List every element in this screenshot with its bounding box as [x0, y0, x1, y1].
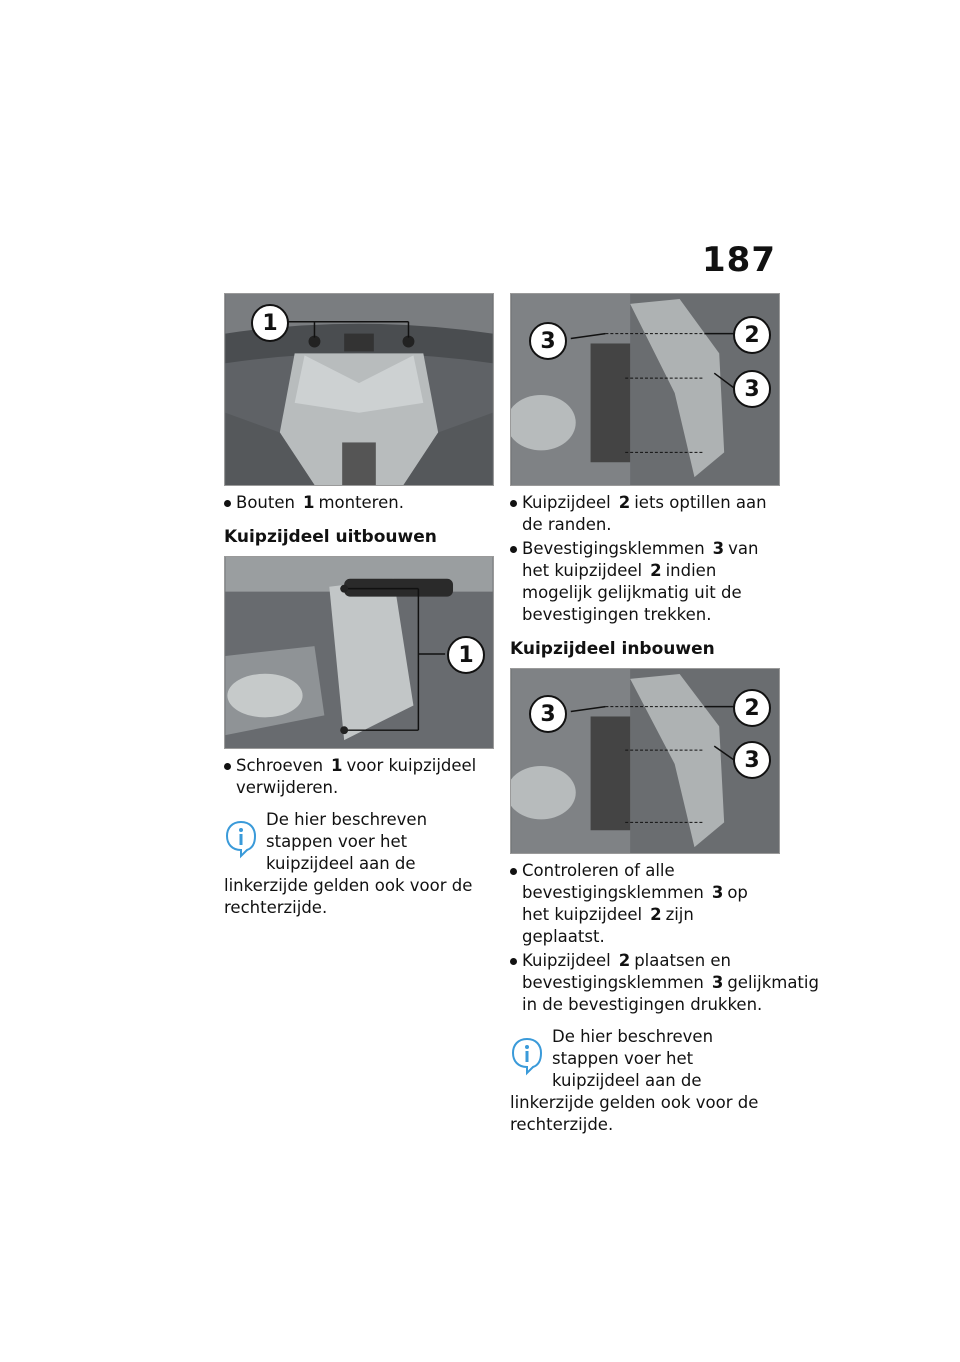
callout-1: 1: [447, 636, 485, 674]
step-place-panel: Kuipzijdeel 2 plaatsen en bevestigingsklemmen 3 gelijkmatig in de bevestigingen drukken.: [510, 950, 780, 1016]
info-icon: [224, 819, 258, 859]
callout-3: 3: [733, 741, 771, 779]
section-heading-install: Kuipzijdeel inbouwen: [510, 639, 715, 659]
callout-3: 3: [733, 370, 771, 408]
left-column: [224, 293, 494, 919]
section-heading-remove: Kuipzijdeel uitbouwen: [224, 527, 437, 547]
step-check-clips: Controleren of alle bevestigingsklemmen 3 op het kuipzijdeel 2 zijn geplaatst.: [510, 860, 780, 948]
note-both-sides: De hier beschreven stappen voer het kuipzijdeel aan de linkerzijde gelden ook voor de rechterzijde.: [224, 810, 473, 917]
callout-2: 2: [733, 316, 771, 354]
figure-panel-clips-install: [510, 668, 780, 854]
callout-3: 3: [529, 695, 567, 733]
callout-2: 2: [733, 689, 771, 727]
step-remove-screws: Schroeven 1 voor kuipzijdeel verwijderen.: [224, 755, 494, 799]
figure-side-panel-screws: [224, 556, 494, 749]
figure-panel-clips-removal: [510, 293, 780, 486]
info-icon: [510, 1036, 544, 1076]
step-pull-clips: Bevestigingsklemmen 3 van het kuipzijdeel 2 indien mogelijk gelijkmatig uit de bevestigingen trekken.: [510, 538, 780, 626]
callout-1: 1: [251, 304, 289, 342]
figure-front-panel-bolts: [224, 293, 494, 486]
step-lift-panel: Kuipzijdeel 2 iets optillen aan de randen.: [510, 492, 780, 536]
callout-3: 3: [529, 322, 567, 360]
page-number: 187: [702, 240, 776, 280]
step-install-bolts: Bouten 1 monteren.: [224, 492, 494, 514]
right-column: [510, 293, 819, 1136]
note-both-sides: De hier beschreven stappen voer het kuipzijdeel aan de linkerzijde gelden ook voor de rechterzijde.: [510, 1027, 759, 1134]
